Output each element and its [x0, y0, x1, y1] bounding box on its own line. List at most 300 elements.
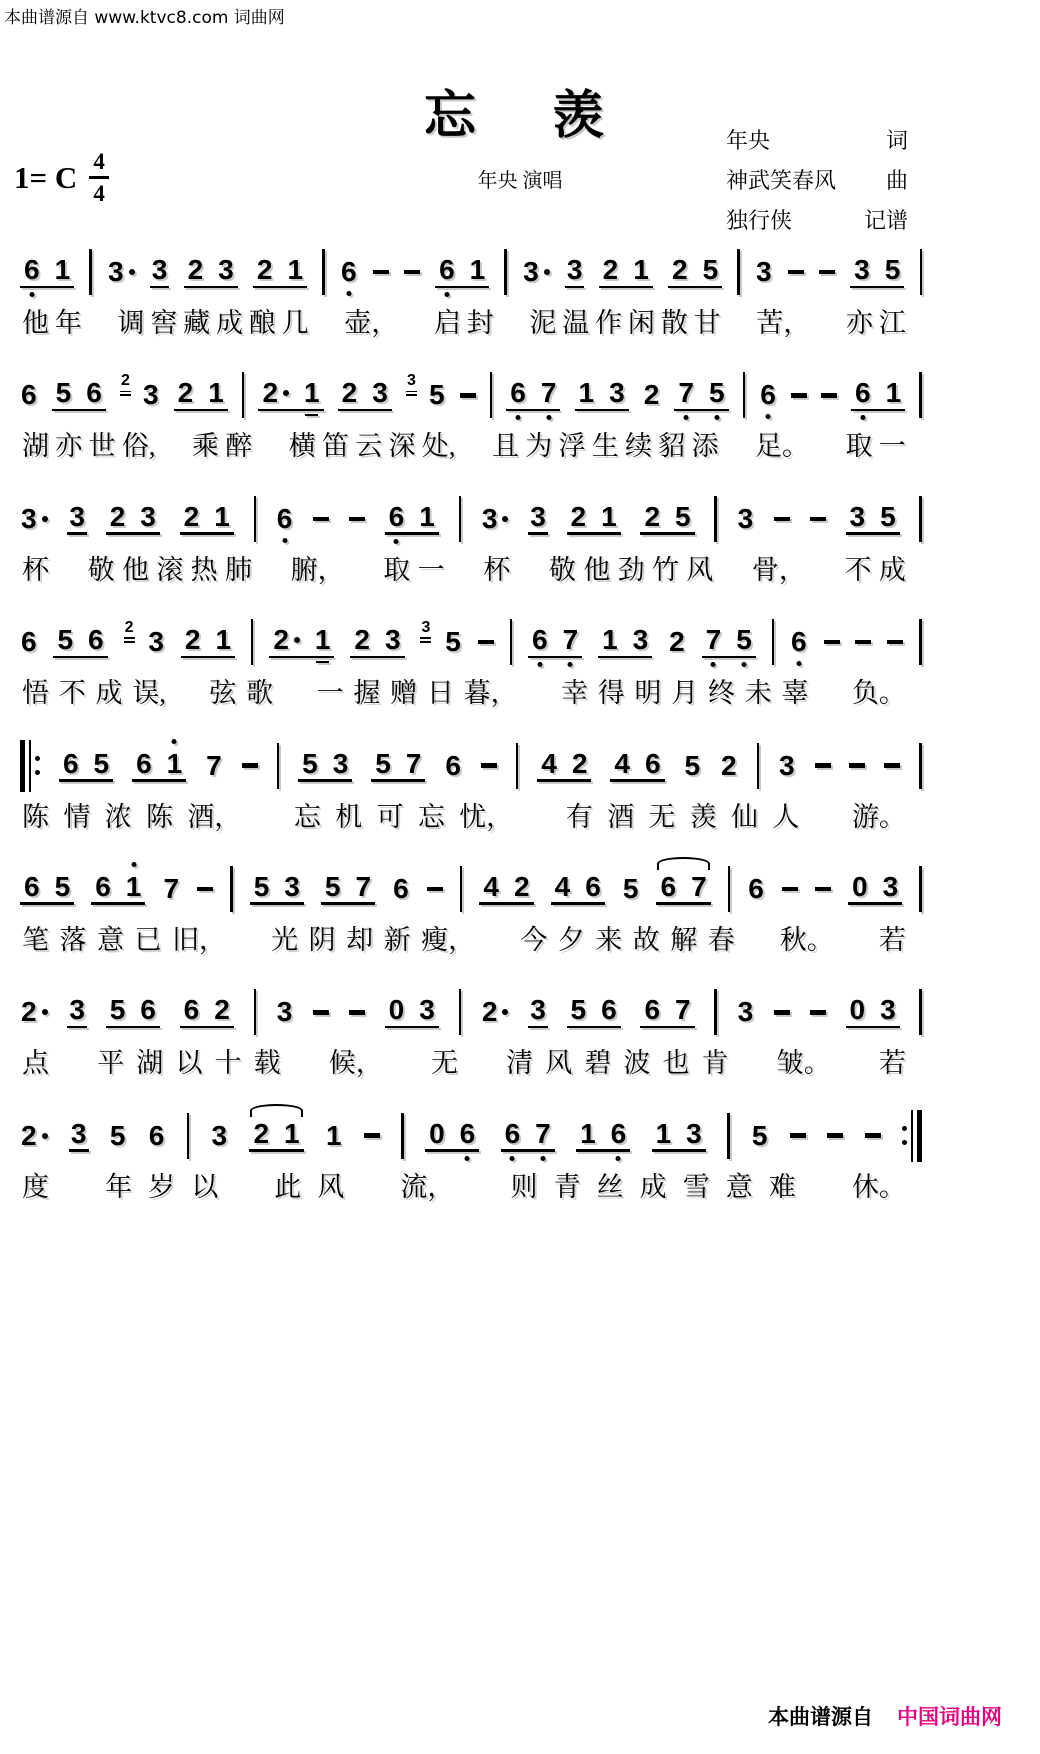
lyric-syllable: 难: [768, 1171, 796, 1202]
beamed-group: [385, 996, 439, 1028]
lyric-syllable: 已: [134, 924, 162, 955]
note-digit: 6: [760, 379, 776, 411]
key-label: 1= C: [14, 159, 78, 195]
notes-row: [20, 616, 922, 668]
note: [790, 628, 808, 656]
note-digit: 2: [513, 870, 530, 902]
note-digit: 3: [756, 256, 772, 287]
lyric-syllable: 皱。: [776, 1048, 831, 1079]
thick-barline: [20, 740, 25, 792]
lyric-syllable: 得: [597, 678, 625, 709]
beam-underline: [567, 532, 621, 535]
note: [388, 996, 406, 1024]
note-digit: 7: [675, 994, 691, 1026]
score-line: [20, 740, 922, 833]
lyric-syllable: 世: [88, 431, 116, 462]
note: [54, 870, 72, 902]
note-digit: 1: [287, 254, 304, 285]
beamed-group: [53, 626, 107, 658]
octave-dot-above: [172, 739, 177, 744]
underline: [565, 286, 585, 289]
credit-transcriber: [726, 204, 908, 235]
note: [324, 870, 342, 902]
repeat-end-sign: [902, 1110, 922, 1162]
note-digit: 7: [540, 377, 557, 409]
lyric-syllable: 岁: [148, 1171, 176, 1202]
note-digit: 6: [610, 1117, 627, 1149]
beamed-group: [576, 1117, 630, 1152]
beamed-group: [174, 379, 228, 411]
octave-dot-below: [568, 662, 573, 667]
lyric-syllable: 平: [97, 1048, 125, 1079]
note: [751, 1119, 769, 1151]
lyric-syllable: 生: [591, 431, 619, 462]
beam-underline: [528, 656, 582, 659]
note: [261, 379, 290, 407]
barline: [510, 619, 513, 665]
note: [374, 747, 392, 779]
beamed-group: [184, 256, 238, 288]
duration-dash: [815, 763, 831, 768]
duration-dash: [827, 1133, 843, 1138]
lyric-syllable: 故: [632, 924, 660, 955]
lyric-syllable: 无: [648, 801, 676, 832]
duration-dash: [373, 270, 389, 275]
note-digit: 6: [660, 870, 677, 902]
note-digit: 2: [721, 749, 737, 781]
lyric-syllable: 赠: [390, 678, 418, 709]
score-line: [20, 1110, 922, 1203]
lyric-syllable: 亦: [845, 308, 873, 338]
lyric-syllable: 负。: [851, 678, 906, 709]
lyric-syllable: 情: [63, 801, 91, 832]
note: [166, 747, 184, 779]
note: [504, 1117, 522, 1149]
note: [151, 256, 169, 288]
lyric-syllable: 光: [271, 924, 299, 955]
note-digit: 1: [304, 377, 320, 409]
lyric-syllable: 夕: [557, 924, 585, 955]
lyric-syllable: 陈: [145, 801, 173, 832]
duration-dash: [824, 640, 840, 645]
note: [286, 256, 304, 284]
note-digit: 4: [541, 747, 557, 779]
note: [685, 1117, 703, 1149]
credit-name: 年央: [726, 128, 771, 153]
note-digit: 6: [340, 256, 357, 287]
note-digit: 0: [849, 994, 866, 1026]
lyric-syllable: 来: [595, 924, 623, 955]
octave-dot-below: [510, 1156, 515, 1161]
lyric-syllable: 一: [878, 431, 906, 462]
lyric-syllable: 度: [22, 1171, 49, 1202]
lyric-syllable: 足。: [755, 431, 809, 462]
barline: [504, 249, 507, 295]
note-digit: 1: [419, 500, 435, 532]
note: [668, 628, 686, 656]
note-digit: 3: [481, 502, 498, 534]
lyric-syllable: 碧: [584, 1048, 612, 1079]
note: [428, 1117, 446, 1149]
time-denominator: 4: [93, 181, 105, 206]
lyric-syllable: 人: [772, 801, 800, 832]
lyric-syllable: 风: [686, 554, 714, 585]
duration-dash: [313, 1010, 329, 1015]
duration-dash: [788, 270, 804, 275]
note-digit: 3: [21, 502, 37, 534]
note: [20, 628, 38, 656]
note: [340, 258, 358, 286]
note-digit: 6: [855, 377, 871, 409]
lyric-syllable: 骨，: [751, 554, 806, 585]
augmentation-dot: [129, 269, 135, 275]
octave-dot-above: [131, 862, 136, 867]
grace-digit: 3: [421, 618, 431, 636]
note: [540, 747, 558, 779]
note-digit: 5: [684, 749, 701, 781]
barline: [187, 1113, 190, 1159]
note: [139, 996, 157, 1024]
note: [388, 500, 406, 532]
lyric-syllable: 年: [54, 308, 82, 338]
note: [513, 870, 531, 902]
augmentation-dot: [283, 390, 289, 396]
beam-underline: [846, 532, 900, 535]
lyric-syllable: 启: [433, 308, 461, 338]
score-line: [20, 986, 922, 1079]
note: [571, 747, 589, 779]
barline: [459, 989, 462, 1035]
note: [55, 379, 73, 407]
barline: [516, 743, 519, 789]
note: [418, 500, 436, 532]
note: [562, 626, 580, 654]
lyric-syllable: 酒，: [187, 801, 242, 832]
note: [107, 258, 136, 286]
note: [70, 1117, 88, 1152]
note-digit: 3: [419, 994, 435, 1026]
note-digit: 5: [253, 870, 270, 902]
duration-dash: [197, 887, 213, 892]
note: [853, 256, 871, 284]
duration-dash: [349, 1010, 365, 1015]
note: [737, 502, 755, 534]
note-digit: 1: [469, 254, 486, 285]
notes-row: [20, 493, 922, 545]
lyrics-row: [20, 430, 922, 462]
lyric-syllable: 苦，: [756, 308, 811, 338]
key-signature: [14, 150, 109, 205]
note: [371, 379, 389, 407]
notes-row: [20, 740, 922, 792]
barline: [242, 372, 245, 418]
lyric-syllable: 处,: [421, 431, 456, 462]
duration-dash: [313, 517, 329, 522]
credit-role: 词: [885, 128, 908, 153]
duration-dash: [478, 640, 494, 645]
note-digit: 5: [55, 377, 72, 409]
beamed-group: [180, 996, 234, 1028]
note-digit: 5: [375, 747, 391, 779]
beamed-group: [599, 256, 653, 288]
barline: [230, 866, 233, 912]
note: [217, 256, 235, 284]
note-digit: 2: [273, 624, 289, 656]
octave-dot-below: [537, 662, 542, 667]
grace-note: [420, 620, 431, 643]
beam-underline: [851, 409, 905, 412]
lyric-syllable: 载: [253, 1048, 281, 1079]
note-digit: 6: [644, 747, 661, 779]
note-digit: 3: [686, 1117, 702, 1149]
lyric-syllable: 辜: [781, 678, 809, 709]
time-numerator: 4: [89, 150, 109, 179]
lyric-syllable: 作: [595, 308, 623, 338]
barline: [919, 989, 922, 1035]
note: [579, 1117, 597, 1149]
note-digit: 1: [166, 747, 183, 779]
lyric-syllable: 日: [426, 678, 454, 709]
lyric-syllable: 忘: [417, 801, 445, 832]
footer: [768, 1701, 1002, 1731]
lyric-syllable: 却: [346, 924, 374, 955]
note: [109, 500, 127, 532]
note-digit: 2: [214, 994, 230, 1026]
beamed-group: [425, 1117, 479, 1152]
note-digit: 3: [148, 626, 164, 658]
credit-role: 曲: [885, 168, 908, 193]
lyrics-row: [20, 554, 922, 586]
note-digit: 6: [88, 624, 104, 656]
octave-dot-below: [394, 539, 399, 544]
beam-underline: [180, 532, 234, 535]
barline: [459, 496, 462, 542]
note: [94, 870, 112, 902]
note-digit: 3: [70, 1117, 87, 1149]
note: [584, 870, 602, 902]
note: [677, 379, 695, 407]
note: [849, 500, 867, 532]
lyric-syllable: 竹: [651, 554, 679, 585]
note-digit: 2: [21, 1119, 37, 1151]
barline: [919, 866, 922, 912]
augmentation-dot: [294, 637, 300, 643]
lyric-syllable: 取: [383, 554, 411, 585]
note: [109, 1119, 127, 1151]
note: [708, 379, 726, 407]
duration-dash: [791, 393, 807, 398]
note: [540, 379, 558, 407]
note: [135, 747, 153, 779]
note: [213, 500, 231, 532]
score-line: [20, 369, 922, 462]
note: [85, 379, 103, 407]
note-digit: 3: [779, 749, 795, 781]
note-digit: 1: [325, 1119, 342, 1151]
beam-underline: [599, 286, 653, 289]
note: [737, 998, 755, 1026]
note: [683, 749, 701, 781]
beam-underline: [575, 409, 629, 412]
note-digit: 3: [140, 500, 156, 532]
note-digit: 7: [535, 1117, 551, 1149]
lyric-syllable: 醉: [225, 431, 253, 462]
note: [884, 256, 902, 284]
note: [23, 256, 41, 284]
note-digit: 5: [751, 1119, 768, 1151]
lyric-syllable: 热: [190, 554, 218, 585]
note-digit: 6: [504, 1117, 521, 1149]
octave-dot-below: [29, 292, 34, 297]
note: [214, 626, 232, 654]
note-digit: 6: [62, 747, 79, 779]
note-digit: 3: [108, 256, 124, 287]
credits: [726, 124, 908, 244]
note-digit: 6: [748, 872, 764, 904]
note-digit: 1: [314, 624, 331, 656]
beam-underline: [20, 902, 74, 905]
note-digit: 2: [184, 624, 201, 656]
beamed-group: [250, 870, 304, 905]
note-digit: 6: [21, 379, 37, 411]
note: [276, 502, 294, 534]
score-line: [20, 616, 922, 709]
note-digit: 6: [24, 870, 40, 902]
lyric-syllable: 丝: [596, 1171, 624, 1202]
note-digit: 1: [215, 624, 232, 656]
beam-underline: [668, 286, 722, 289]
note: [608, 379, 626, 407]
note: [213, 996, 231, 1024]
note-digit: 2: [354, 624, 370, 656]
lyric-syllable: 乘: [192, 431, 219, 462]
octave-dot-below: [616, 1156, 621, 1161]
octave-dot-below: [766, 414, 771, 419]
lyrics-row: [20, 801, 922, 833]
lyric-syllable: 以: [175, 1048, 203, 1079]
lyric-syllable: 成: [639, 1171, 667, 1202]
note-digit: 3: [530, 994, 546, 1026]
note-digit: 6: [445, 749, 461, 781]
underline: [150, 286, 170, 289]
note-digit: 1: [580, 1117, 596, 1149]
beam-underline: [656, 902, 710, 905]
barline: [743, 372, 746, 418]
note-digit: 7: [405, 747, 422, 779]
beamed-group: [656, 870, 710, 905]
beam-underline: [53, 656, 107, 659]
notes-row: [20, 863, 922, 915]
barline: [277, 743, 280, 789]
beam-underline: [425, 1149, 479, 1152]
note: [854, 379, 872, 407]
lyric-syllable: 也: [662, 1048, 690, 1079]
note: [570, 500, 588, 532]
note-digit: 7: [355, 870, 372, 902]
note: [93, 747, 111, 779]
augmentation-dot: [502, 1009, 508, 1015]
note: [885, 379, 903, 407]
beam-underline: [506, 409, 560, 412]
note: [272, 626, 301, 654]
note-digit: 1: [633, 254, 649, 285]
lyric-syllable: 有: [565, 801, 593, 832]
note-digit: 6: [21, 626, 37, 658]
note-digit: 6: [439, 254, 455, 285]
beamed-group: [321, 870, 375, 905]
lyric-syllable: 浓: [104, 801, 132, 832]
duration-dash: [404, 270, 420, 275]
note: [256, 256, 274, 284]
beam-underline: [338, 409, 392, 412]
lyrics-row: [20, 924, 922, 956]
note: [702, 256, 720, 284]
note: [601, 626, 619, 654]
credit-role: 记谱: [863, 208, 908, 233]
note-digit: 1: [125, 870, 142, 902]
barline: [728, 866, 731, 912]
lyric-syllable: 雪: [682, 1171, 710, 1202]
beam-underline: [174, 409, 228, 412]
beamed-group: [258, 379, 323, 411]
lyric-syllable: 休。: [851, 1171, 906, 1202]
credit-composer: [726, 164, 908, 195]
note-digit: 6: [393, 872, 409, 904]
lyric-syllable: 亦: [55, 431, 83, 462]
beam-underline: [132, 779, 186, 782]
barline: [919, 496, 922, 542]
octave-dot-below: [465, 1156, 470, 1161]
lyric-syllable: 酿: [248, 308, 276, 338]
repeat-start-sign: [20, 740, 40, 792]
lyric-syllable: 弦: [209, 678, 237, 709]
lyric-syllable: 新: [383, 924, 411, 955]
note: [147, 628, 165, 656]
octave-dot-below: [346, 291, 351, 296]
note-digit: 3: [737, 502, 754, 534]
beam-underline: [253, 286, 307, 289]
note: [509, 379, 527, 407]
lyric-syllable: 悟: [22, 678, 49, 709]
footer-site[interactable]: 中国词曲网: [897, 1705, 1002, 1729]
note: [23, 870, 41, 902]
barline: [254, 496, 257, 542]
lyric-syllable: 陈: [22, 801, 49, 832]
beamed-group: [479, 870, 533, 905]
lyric-syllable: 秋。: [779, 924, 834, 955]
barline: [737, 249, 740, 295]
beam-underline: [850, 286, 904, 289]
notes-row: [20, 369, 922, 421]
note-digit: 3: [609, 377, 625, 409]
beamed-group: [298, 747, 352, 782]
score-line: [20, 246, 922, 339]
note-digit: 2: [644, 500, 661, 532]
lyric-syllable: 月: [671, 678, 699, 709]
lyric-syllable: 湖: [136, 1048, 164, 1079]
beamed-group: [269, 626, 334, 658]
note: [655, 1117, 673, 1149]
beamed-group: [575, 379, 629, 411]
note: [314, 626, 332, 654]
note-digit: 5: [302, 747, 318, 779]
note-digit: 3: [849, 500, 866, 532]
note-digit: 3: [211, 1119, 228, 1151]
lyric-syllable: 解: [670, 924, 698, 955]
note: [659, 870, 677, 902]
beamed-group: [598, 626, 652, 658]
lyric-syllable: 浮: [558, 431, 586, 462]
